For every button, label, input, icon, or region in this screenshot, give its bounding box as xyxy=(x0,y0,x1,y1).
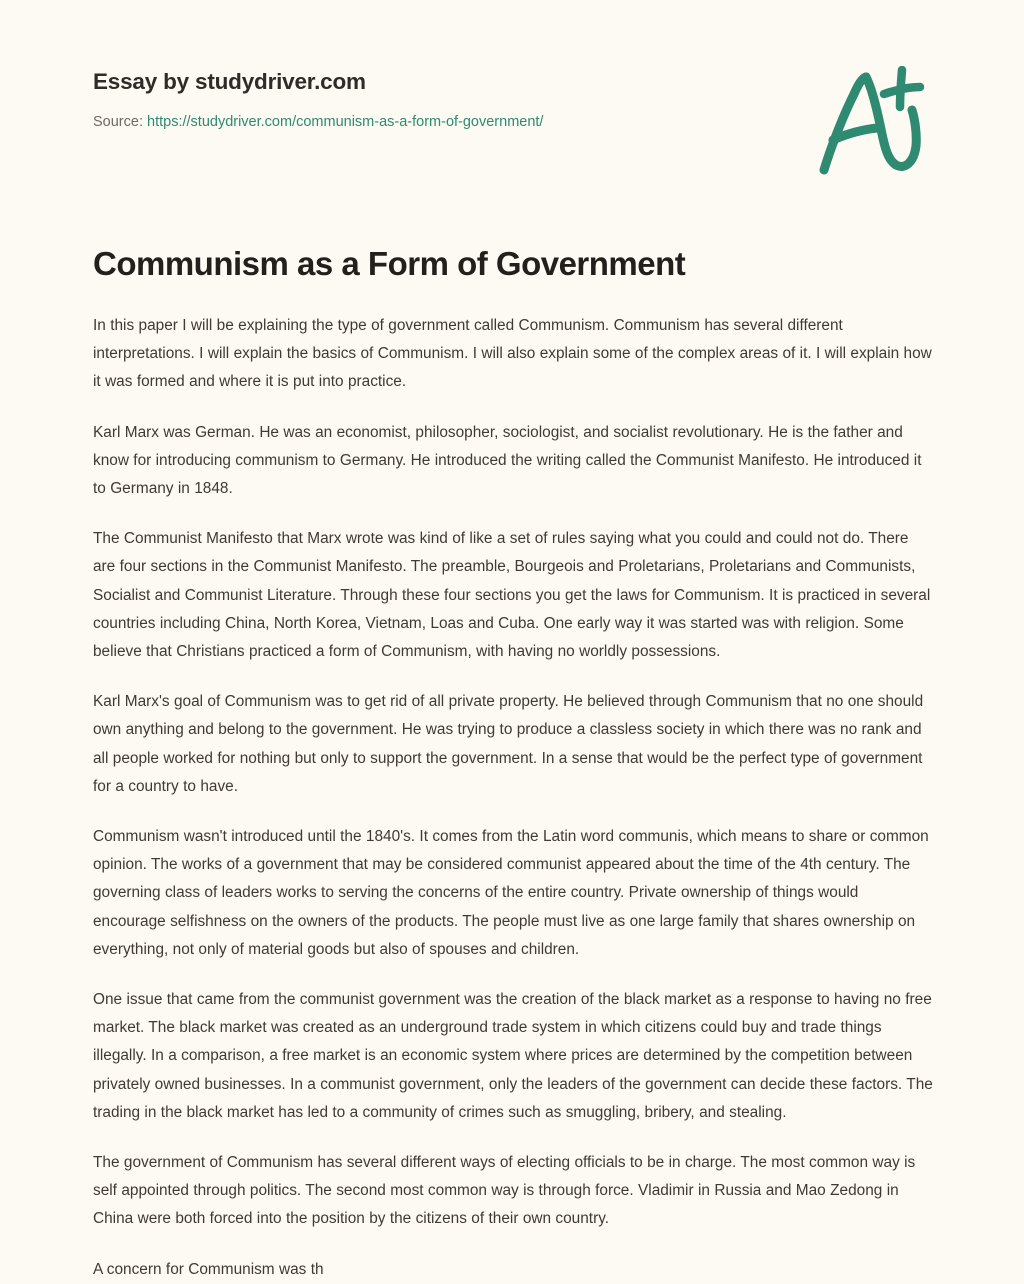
essay-paragraph: Communism wasn't introduced until the 1840's. It comes from the Latin word communis, which means to share or common opinion. The works of a government that may be considered communist appeared about the time of the 4th century. The governing class of leaders works to serving the concerns of the entire country. Private ownership of things would encourage selfishness on the owners of the products. The people must live as one large family that shares ownership on everything, not only of material goods but also of spouses and children. xyxy=(93,828,929,958)
essay-paragraph: One issue that came from the communist government was the creation of the black market as a response to having no free market. The black market was created as an underground trade system in which citizens could buy and trade things illegally. In a comparison, a free market is an economic system where prices are determined by the competition between privately owned businesses. In a communist government, only the leaders of the government can decide these factors. The trading in the black market has led to a community of crimes such as smuggling, bribery, and stealing. xyxy=(93,991,933,1121)
page-title: Communism as a Form of Government xyxy=(93,245,686,282)
a-plus-logo-icon xyxy=(812,66,930,178)
source-line xyxy=(93,95,933,132)
essay-paragraph: In this paper I will be explaining the type of government called Communism. Communism has several different interpretations. I will explain the basics of Communism. I will also explain some of the complex areas of it. I will explain how it was formed and where it is put into practice. xyxy=(93,317,932,391)
essay-body xyxy=(93,312,933,1284)
source-label: Source: xyxy=(93,114,143,130)
essay-paragraph: Karl Marx was German. He was an economist, philosopher, sociologist, and socialist revolutionary. He is the father and know for introducing communism to Germany. He introduced the writing called the Communist Manifesto. He introduced it to Germany in 1848. xyxy=(93,423,922,498)
essay-paragraph: The government of Communism has several different ways of electing officials to be in charge. The most common way is self appointed through politics. The second most common way is through force. Vladimir in Russia and Mao Zedong in China were both forced into the position by the citizens of their own country. xyxy=(93,1154,916,1228)
essay-byline: Essay by studydriver.com xyxy=(93,69,366,94)
essay-paragraph: The Communist Manifesto that Marx wrote was kind of like a set of rules saying what you could and could not do. There are four sections in the Communist Manifesto. The preamble, Bourgeois and Proletarians, Proletarians and Communists, Socialist and Communist Literature. Through these four sections you get the laws for Communism. It is practiced in several countries including China, North Korea, Vietnam, Loas and Cuba. One early way it was started was with religion. Some believe that Christians practiced a form of Communism, with having no worldly possessions. xyxy=(93,530,931,661)
essay-paragraph: Karl Marx's goal of Communism was to get rid of all private property. He believed through Communism that no one should own anything and belong to the government. He was trying to produce a classless society in which there was no rank and all people worked for nothing but only to support the government. In a sense that would be the perfect type of government for a country to have. xyxy=(93,693,924,795)
essay-paragraph-truncated: A concern for Communism was th xyxy=(93,1260,324,1278)
source-url-link[interactable]: https://studydriver.com/communism-as-a-form-of-government/ xyxy=(147,114,544,130)
page-header xyxy=(93,62,933,182)
